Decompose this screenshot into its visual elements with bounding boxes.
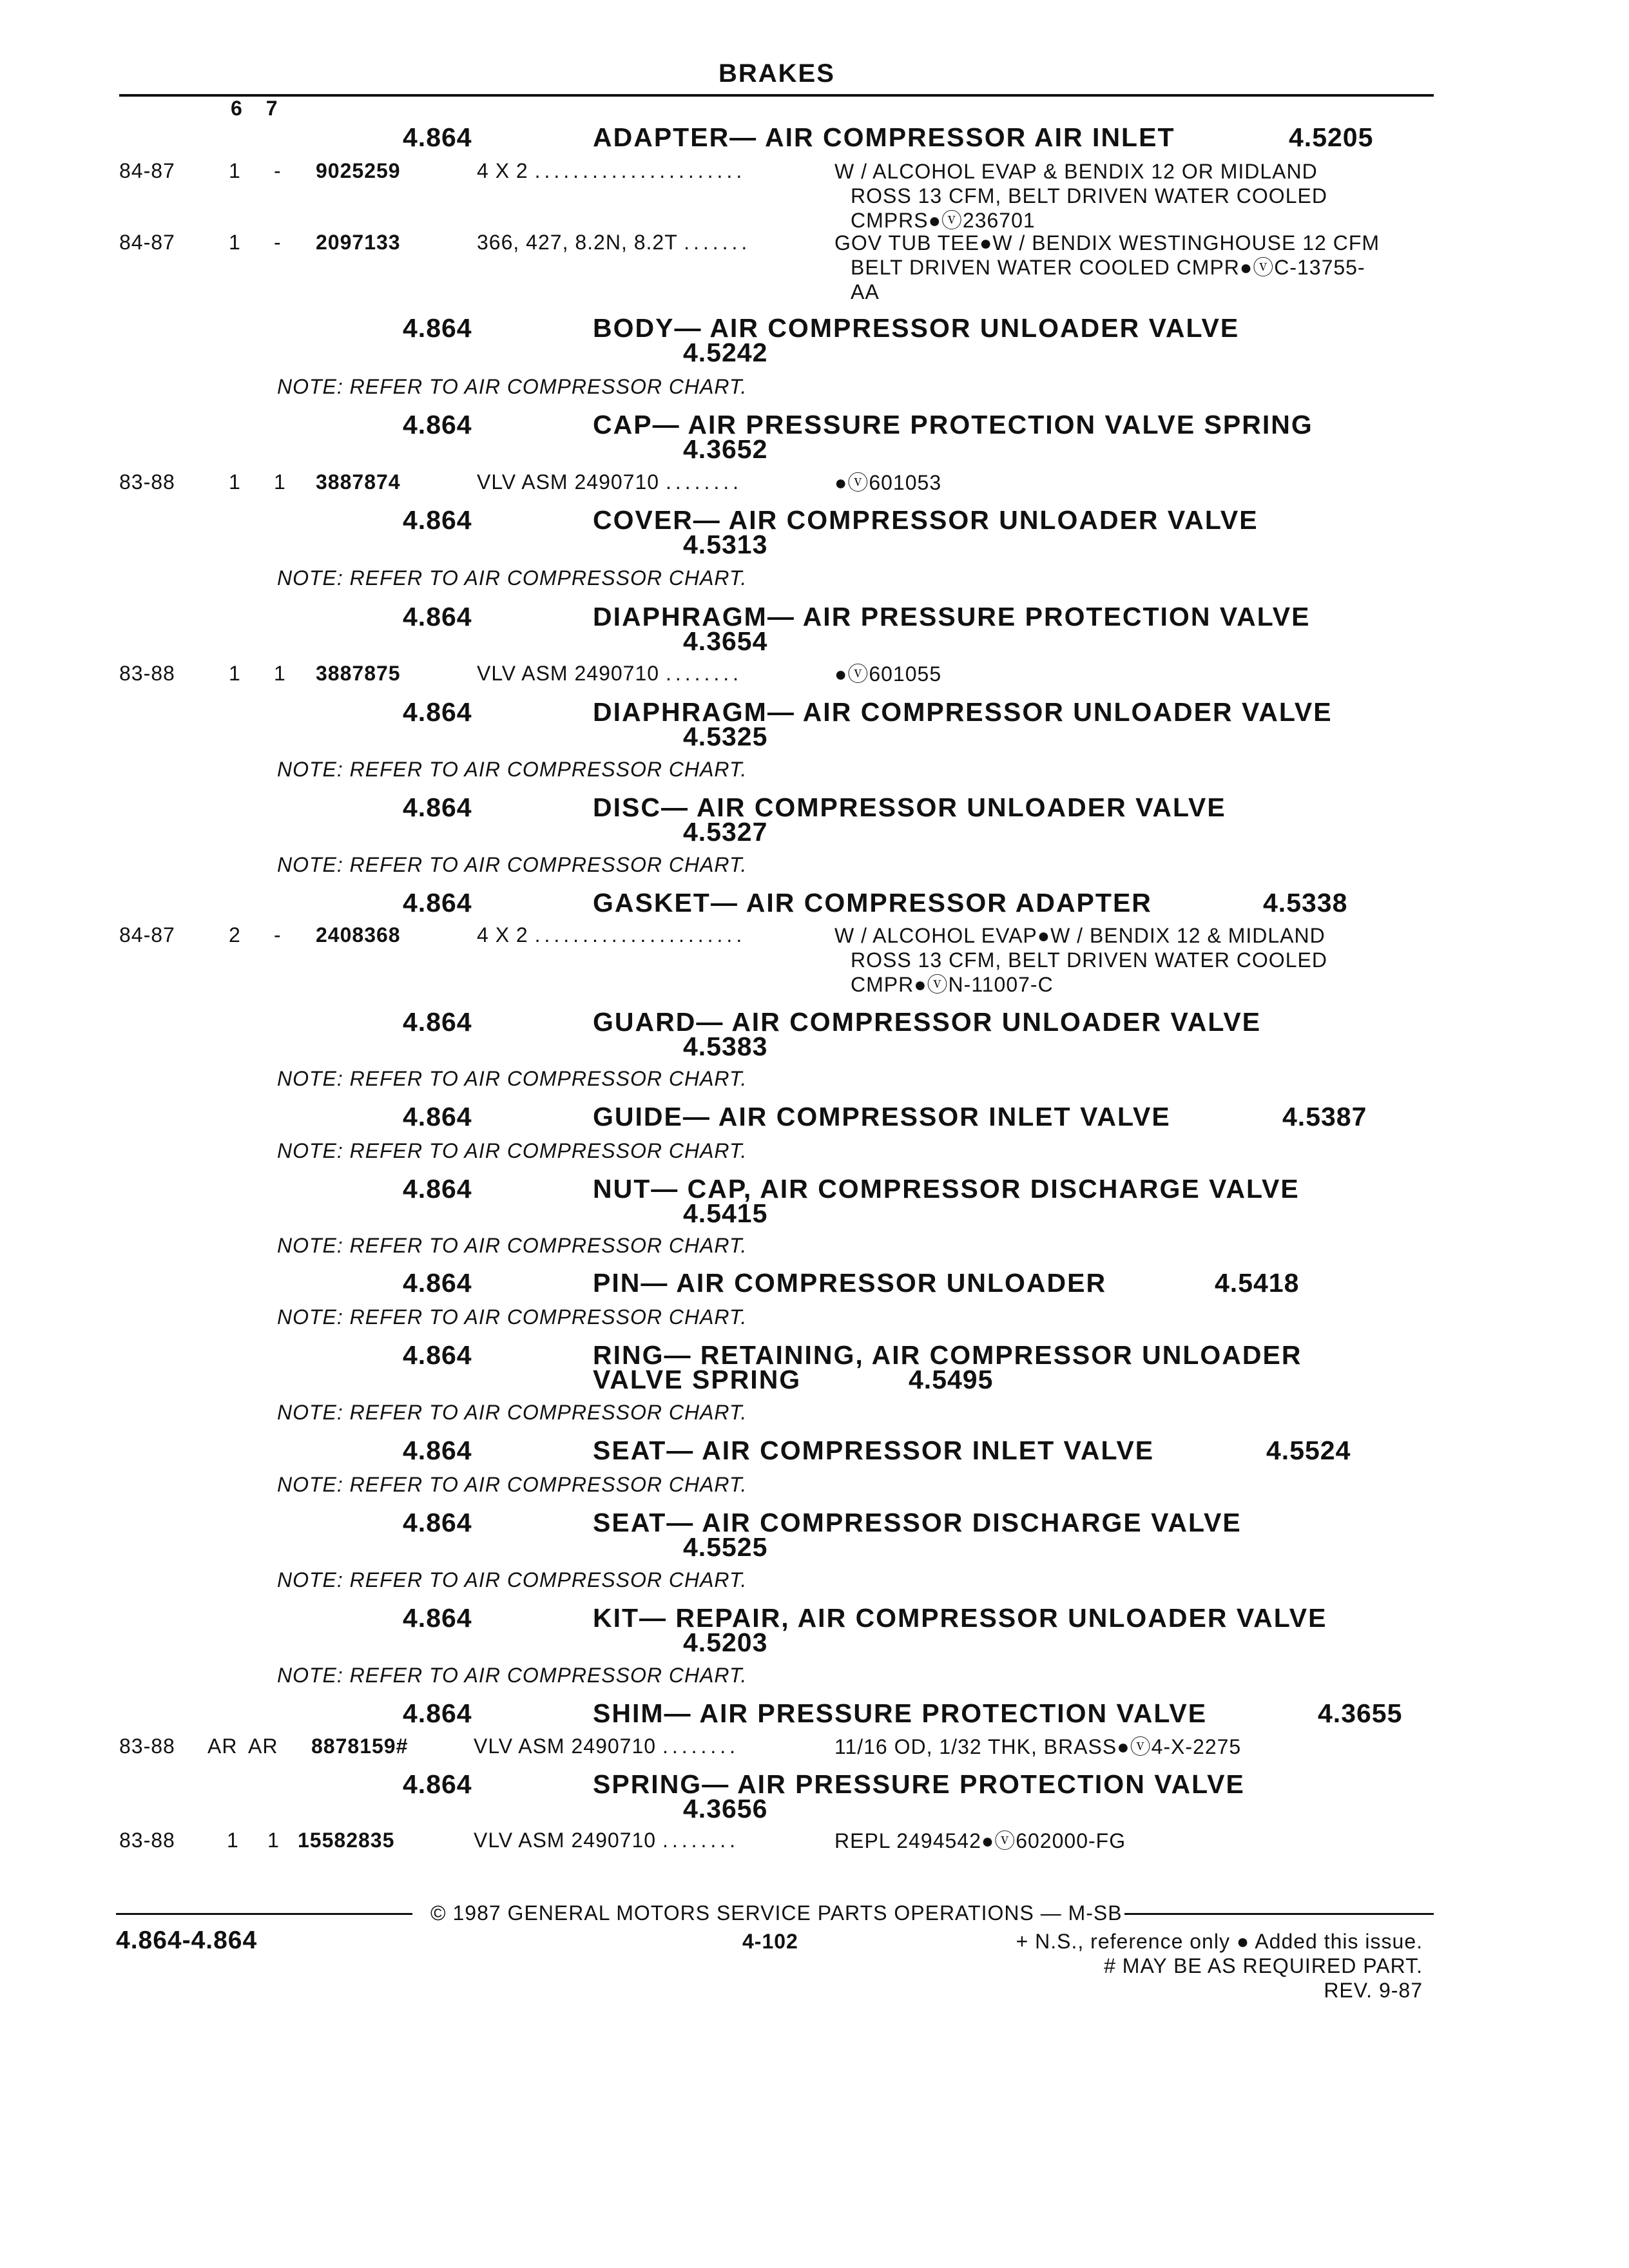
years: 84-87 xyxy=(119,159,175,182)
qty-b: 1 xyxy=(267,1829,280,1852)
column-heading-b: 7 xyxy=(265,97,278,120)
group-number: 4.864 xyxy=(403,1436,472,1465)
model-text: VLV ASM 2490710 xyxy=(474,1829,657,1852)
section-code: 4.5524 xyxy=(1266,1436,1351,1465)
section-title: KIT— REPAIR, AIR COMPRESSOR UNLOADER VALVE xyxy=(593,1603,1327,1633)
years: 83-88 xyxy=(119,1735,175,1758)
part-notes xyxy=(834,1735,1241,1759)
section-note: NOTE: REFER TO AIR COMPRESSOR CHART. xyxy=(277,1568,747,1591)
section-code: 4.5242 xyxy=(683,338,768,367)
note-line: ROSS 13 CFM, BELT DRIVEN WATER COOLED xyxy=(851,184,1327,207)
group-number: 4.864 xyxy=(403,793,472,822)
qty-a: 1 xyxy=(229,159,241,182)
note-line: CMPRS●ⓥ236701 xyxy=(851,209,1036,232)
section-code: 4.3656 xyxy=(683,1794,768,1823)
note-line: ROSS 13 CFM, BELT DRIVEN WATER COOLED xyxy=(851,948,1327,972)
section-code: 4.5495 xyxy=(909,1365,994,1394)
section-code: 4.5205 xyxy=(1289,122,1374,152)
section-code: 4.5203 xyxy=(683,1628,768,1657)
note-line: ●ⓥ601055 xyxy=(834,662,942,686)
part-number: 2408368 xyxy=(316,923,401,947)
section-title-continued: VALVE SPRING xyxy=(593,1365,802,1394)
note-line: GOV TUB TEE●W / BENDIX WESTINGHOUSE 12 CFM xyxy=(834,231,1380,255)
section-title: COVER— AIR COMPRESSOR UNLOADER VALVE xyxy=(593,505,1258,535)
section-code: 4.5418 xyxy=(1215,1268,1300,1298)
model-text: VLV ASM 2490710 xyxy=(474,1735,657,1758)
section-code: 4.5313 xyxy=(683,530,768,559)
qty-b: - xyxy=(274,231,282,254)
group-number: 4.864 xyxy=(403,1007,472,1037)
part-description xyxy=(474,1829,739,1852)
leader-dots: ........ xyxy=(665,470,743,494)
page-title: BRAKES xyxy=(718,59,835,88)
group-number: 4.864 xyxy=(403,1769,472,1799)
qty-b: 1 xyxy=(274,662,286,685)
part-description xyxy=(477,470,742,494)
section-note: NOTE: REFER TO AIR COMPRESSOR CHART. xyxy=(277,1305,747,1329)
part-notes xyxy=(834,231,1380,304)
qty-a: 1 xyxy=(227,1829,239,1852)
section-code: 4.5327 xyxy=(683,817,768,847)
section-title: CAP— AIR PRESSURE PROTECTION VALVE SPRING xyxy=(593,410,1313,439)
column-heading-a: 6 xyxy=(231,97,242,120)
section-note: NOTE: REFER TO AIR COMPRESSOR CHART. xyxy=(277,1473,747,1496)
section-note: NOTE: REFER TO AIR COMPRESSOR CHART. xyxy=(277,375,747,398)
note-line: REPL 2494542●ⓥ602000-FG xyxy=(834,1829,1126,1852)
revision: REV. 9-87 xyxy=(1324,1979,1423,2002)
model-text: 4 X 2 xyxy=(477,923,528,947)
section-title: RING— RETAINING, AIR COMPRESSOR UNLOADER xyxy=(593,1340,1302,1370)
note-line: CMPR●ⓥN-11007-C xyxy=(851,973,1054,996)
header-rule xyxy=(119,94,1434,97)
part-notes xyxy=(834,923,1327,997)
leader-dots: ........ xyxy=(662,1735,740,1758)
page-range: 4.864-4.864 xyxy=(116,1927,258,1954)
part-notes xyxy=(834,662,941,686)
section-title: DISC— AIR COMPRESSOR UNLOADER VALVE xyxy=(593,793,1226,822)
section-title: SEAT— AIR COMPRESSOR DISCHARGE VALVE xyxy=(593,1508,1242,1537)
legend-line: + N.S., reference only ● Added this issue. xyxy=(1016,1930,1423,1953)
note-line: AA xyxy=(851,280,880,303)
group-number: 4.864 xyxy=(403,888,472,918)
model-text: 366, 427, 8.2N, 8.2T xyxy=(477,231,678,254)
group-number: 4.864 xyxy=(403,1102,472,1131)
group-number: 4.864 xyxy=(403,313,472,343)
group-number: 4.864 xyxy=(403,1174,472,1204)
part-notes xyxy=(834,470,941,495)
part-notes xyxy=(834,1829,1126,1853)
note-line: 11/16 OD, 1/32 THK, BRASS●ⓥ4-X-2275 xyxy=(834,1735,1242,1758)
section-title: GASKET— AIR COMPRESSOR ADAPTER xyxy=(593,888,1152,918)
leader-dots: ...................... xyxy=(534,159,746,182)
qty-b: AR xyxy=(248,1735,278,1758)
section-title: PIN— AIR COMPRESSOR UNLOADER xyxy=(593,1268,1107,1298)
section-title: ADAPTER— AIR COMPRESSOR AIR INLET xyxy=(593,122,1175,152)
part-description xyxy=(474,1735,739,1758)
copyright-notice: © 1987 GENERAL MOTORS SERVICE PARTS OPERATIONS — M-SB xyxy=(430,1901,1123,1925)
section-title: SPRING— AIR PRESSURE PROTECTION VALVE xyxy=(593,1769,1245,1799)
group-number: 4.864 xyxy=(403,505,472,535)
section-note: NOTE: REFER TO AIR COMPRESSOR CHART. xyxy=(277,853,747,876)
qty-a: 2 xyxy=(229,923,241,947)
section-note: NOTE: REFER TO AIR COMPRESSOR CHART. xyxy=(277,1664,747,1687)
section-code: 4.5525 xyxy=(683,1532,768,1562)
years: 84-87 xyxy=(119,923,175,947)
qty-a: 1 xyxy=(229,470,241,494)
leader-dots: ........ xyxy=(665,662,743,685)
group-number: 4.864 xyxy=(403,602,472,631)
model-text: VLV ASM 2490710 xyxy=(477,470,660,494)
qty-a: AR xyxy=(207,1735,238,1758)
note-line: BELT DRIVEN WATER COOLED CMPR●ⓥC-13755- xyxy=(851,256,1365,279)
qty-a: 1 xyxy=(229,662,241,685)
legend-line: # MAY BE AS REQUIRED PART. xyxy=(1104,1954,1423,1977)
part-description xyxy=(477,159,746,183)
note-line: W / ALCOHOL EVAP & BENDIX 12 OR MIDLAND xyxy=(834,160,1318,183)
section-title: GUARD— AIR COMPRESSOR UNLOADER VALVE xyxy=(593,1007,1262,1037)
section-code: 4.5338 xyxy=(1263,888,1348,918)
part-number: 8878159# xyxy=(311,1735,409,1758)
years: 84-87 xyxy=(119,231,175,254)
section-title: DIAPHRAGM— AIR PRESSURE PROTECTION VALVE xyxy=(593,602,1311,631)
section-code: 4.3652 xyxy=(683,434,768,464)
section-code: 4.5383 xyxy=(683,1032,768,1061)
qty-a: 1 xyxy=(229,231,241,254)
section-note: NOTE: REFER TO AIR COMPRESSOR CHART. xyxy=(277,566,747,590)
leader-dots: ....... xyxy=(684,231,751,254)
part-description xyxy=(477,923,746,947)
group-number: 4.864 xyxy=(403,1340,472,1370)
group-number: 4.864 xyxy=(403,1698,472,1728)
part-number: 2097133 xyxy=(316,231,401,254)
years: 83-88 xyxy=(119,1829,175,1852)
section-code: 4.5415 xyxy=(683,1198,768,1228)
section-code: 4.3654 xyxy=(683,626,768,656)
section-title: BODY— AIR COMPRESSOR UNLOADER VALVE xyxy=(593,313,1240,343)
section-title: SEAT— AIR COMPRESSOR INLET VALVE xyxy=(593,1436,1155,1465)
part-number: 9025259 xyxy=(316,159,401,182)
part-description xyxy=(477,662,742,686)
page-number: 4-102 xyxy=(742,1930,798,1953)
part-number: 3887875 xyxy=(316,662,401,685)
leader-dots: ...................... xyxy=(534,923,746,947)
section-note: NOTE: REFER TO AIR COMPRESSOR CHART. xyxy=(277,1067,747,1090)
footer-rule-left xyxy=(116,1913,412,1915)
part-description xyxy=(477,231,751,255)
column-headings xyxy=(231,97,277,120)
group-number: 4.864 xyxy=(403,697,472,727)
section-note: NOTE: REFER TO AIR COMPRESSOR CHART. xyxy=(277,1401,747,1424)
years: 83-88 xyxy=(119,662,175,685)
group-number: 4.864 xyxy=(403,1508,472,1537)
years: 83-88 xyxy=(119,470,175,494)
part-number: 15582835 xyxy=(298,1829,395,1852)
section-code: 4.3655 xyxy=(1318,1698,1403,1728)
section-title: GUIDE— AIR COMPRESSOR INLET VALVE xyxy=(593,1102,1171,1131)
group-number: 4.864 xyxy=(403,1268,472,1298)
section-note: NOTE: REFER TO AIR COMPRESSOR CHART. xyxy=(277,758,747,781)
group-number: 4.864 xyxy=(403,410,472,439)
model-text: VLV ASM 2490710 xyxy=(477,662,660,685)
note-line: ●ⓥ601053 xyxy=(834,471,942,494)
note-line: W / ALCOHOL EVAP●W / BENDIX 12 & MIDLAND xyxy=(834,924,1325,947)
section-title: NUT— CAP, AIR COMPRESSOR DISCHARGE VALVE xyxy=(593,1174,1300,1204)
section-code: 4.5387 xyxy=(1282,1102,1367,1131)
qty-b: 1 xyxy=(274,470,286,494)
model-text: 4 X 2 xyxy=(477,159,528,182)
footer-rule-right xyxy=(1124,1913,1434,1915)
section-note: NOTE: REFER TO AIR COMPRESSOR CHART. xyxy=(277,1234,747,1257)
section-note: NOTE: REFER TO AIR COMPRESSOR CHART. xyxy=(277,1139,747,1162)
section-title: SHIM— AIR PRESSURE PROTECTION VALVE xyxy=(593,1698,1208,1728)
section-title: DIAPHRAGM— AIR COMPRESSOR UNLOADER VALVE xyxy=(593,697,1333,727)
qty-b: - xyxy=(274,159,282,182)
group-number: 4.864 xyxy=(403,1603,472,1633)
section-code: 4.5325 xyxy=(683,722,768,751)
leader-dots: ........ xyxy=(662,1829,740,1852)
qty-b: - xyxy=(274,923,282,947)
group-number: 4.864 xyxy=(403,122,472,152)
part-notes xyxy=(834,159,1327,233)
part-number: 3887874 xyxy=(316,470,401,494)
